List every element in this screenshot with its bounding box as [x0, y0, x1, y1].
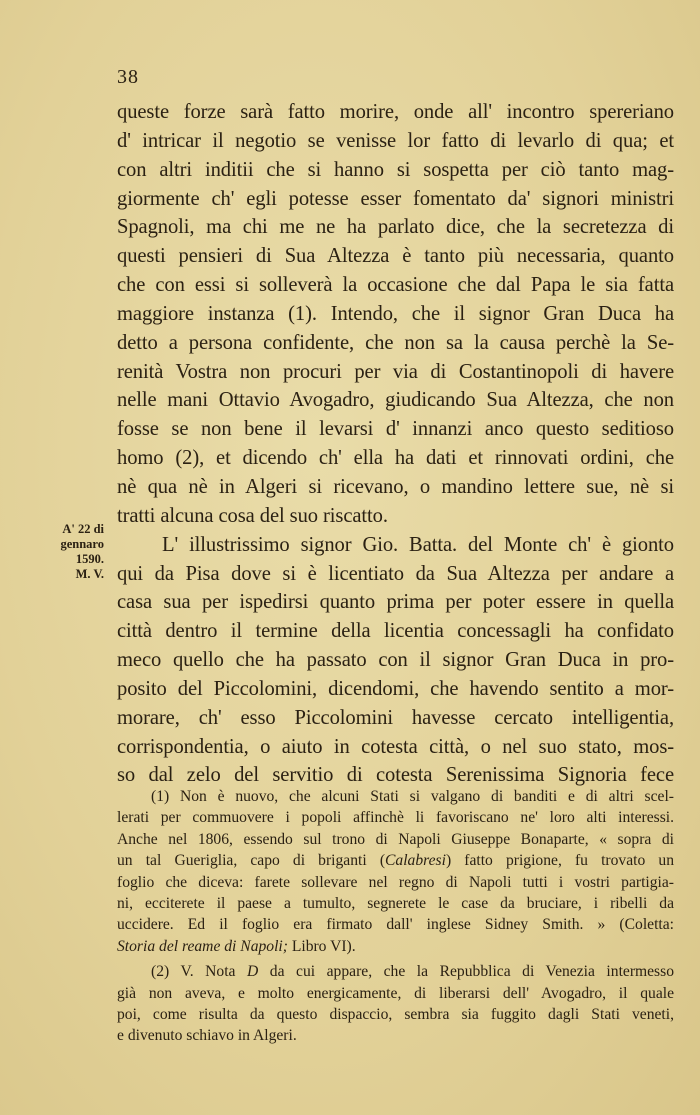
footnote-line: ni, ecciterete il paese a tumulto, segnerete le case da bruciare, i ribelli da: [117, 895, 674, 913]
footnote-line: poi, come risulta da questo dispaccio, sembra sia fuggito dagli Stati veneti,: [117, 1006, 674, 1024]
text-line: casa sua per ispedirsi quanto prima per poter essere in quella: [117, 591, 674, 614]
footnote-text: (2) V. Nota: [151, 963, 247, 981]
text-line: tratti alcuna cosa del suo riscatto.: [117, 504, 388, 527]
footnote-line: Anche nel 1806, essendo sul trono di Napoli Giuseppe Bonaparte, « sopra di: [117, 830, 674, 848]
footnote-italic-text: Calabresi: [385, 852, 446, 870]
margin-note-line: M. V.: [75, 567, 104, 581]
margin-note-line: gennaro: [60, 537, 104, 551]
text-line: questi pensieri di Sua Altezza è tanto più necessaria, quanto: [117, 245, 674, 268]
page-number: 38: [117, 66, 139, 88]
text-line: nelle mani Ottavio Avogadro, giudicando Sua Altezza, che non: [117, 389, 674, 412]
margin-note-line: A' 22 di: [62, 522, 104, 536]
margin-note-line: 1590.: [75, 552, 104, 566]
text-line: queste forze sarà fatto morire, onde all' incontro spereriano: [117, 101, 674, 123]
footnote-line: [117, 961, 674, 982]
footnote-text: da cui appare, che la Repubblica di Venezia intermesso: [258, 963, 674, 981]
text-line: Spagnoli, ma chi me ne ha parlato dice, che la secretezza di: [117, 216, 674, 239]
text-line: nè qua nè in Algeri si ricevano, o mandino lettere sue, nè si: [117, 475, 674, 498]
text-line: qui da Pisa dove si è licentiato da Sua Altezza per andare a: [117, 562, 674, 585]
footnotes: [117, 786, 674, 1047]
text-line: maggiore instanza (1). Intendo, che il signor Gran Duca ha: [117, 302, 674, 325]
text-line: detto a persona confidente, che non sa la causa perchè la Se-: [117, 331, 674, 354]
footnote-line: lerati per commuovere i popoli affinchè li favoriscano ne' loro alti interessi.: [117, 809, 674, 827]
footnote-italic-text: D: [246, 963, 259, 981]
text-line: homo (2), et dicendo ch' ella ha dati et rinnovati ordini, che: [117, 447, 674, 470]
footnote-line: foglio che diceva: farete sollevare nel regno di Napoli tutti i vostri partigia-: [117, 873, 674, 891]
text-line: città dentro il termine della licentia concessagli ha confidato: [117, 620, 674, 643]
text-line: fosse se non bene il levarsi d' innanzi anco questo seditioso: [117, 418, 674, 441]
text-line: posito del Piccolomini, dicendomi, che havendo sentito a mor-: [117, 677, 674, 700]
footnote-line: uccidere. Ed il foglio era firmato dall' inglese Sidney Smith. » (Coletta:: [117, 916, 674, 934]
text-line: so dal zelo del servitio di cotesta Serenissima Signoria fece: [117, 764, 674, 787]
margin-date-note: [34, 522, 104, 582]
text-line: renità Vostra non procuri per via di Costantinopoli di havere: [117, 360, 674, 383]
text-line: d' intricar il negotio se venisse lor fatto di levarlo di qua; et: [117, 129, 674, 152]
main-text: [117, 98, 674, 790]
footnote-text: Libro VI).: [287, 937, 356, 955]
text-line: giormente ch' egli potesse esser fomentato da' signori ministri: [117, 187, 674, 210]
text-line: morare, ch' esso Piccolomini havesse cercato intelligentia,: [117, 706, 674, 729]
text-line: che con essi si solleverà la occasione che dal Papa le sia fatta: [117, 274, 674, 297]
footnote-text: un tal Gueriglia, capo di briganti (: [117, 852, 386, 870]
footnote-line: già non aveva, e molto energicamente, di liberarsi dell' Avogadro, il quale: [117, 984, 674, 1002]
footnote-line: (1) Non è nuovo, che alcuni Stati si valgano di banditi e di altri scel-: [151, 788, 674, 805]
text-line: meco quello che ha passato con il signor Gran Duca in pro-: [117, 649, 674, 672]
footnote-line: [117, 850, 674, 871]
text-line: corrispondentia, o aiuto in cotesta città, o nel suo stato, mos-: [117, 735, 674, 758]
text-line: L' illustrissimo signor Gio. Batta. del Monte ch' è gionto: [162, 533, 674, 556]
footnote-2: [117, 961, 674, 1047]
text-line: con altri inditii che si hanno si sospetta per ciò tanto mag-: [117, 158, 674, 181]
footnote-line: e divenuto schiavo in Algeri.: [117, 1027, 297, 1045]
footnote-line: [117, 936, 674, 957]
footnote-italic-text: Storia del reame di Napoli;: [117, 937, 288, 955]
footnote-text: ) fatto prigione, fu trovato un: [445, 852, 674, 870]
footnote-1: [117, 786, 674, 957]
